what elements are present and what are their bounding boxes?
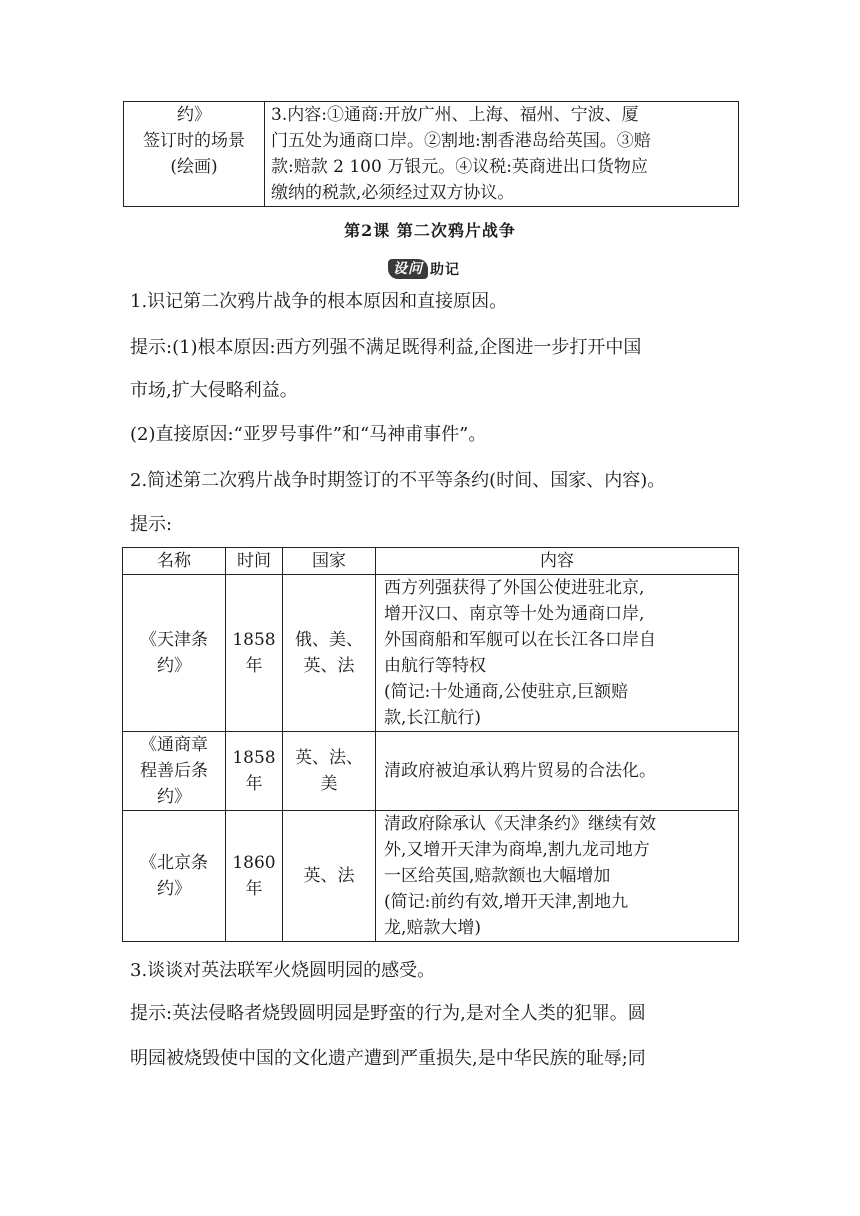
question-1-hint-cont: 市场,扩大侵略利益。	[130, 380, 298, 401]
treaty-time-cell	[226, 732, 283, 811]
table-row	[123, 811, 739, 942]
cell-line: 门五处为通商口岸。②割地:割香港岛给英国。③赔	[271, 131, 651, 151]
cell-line: 年	[245, 656, 263, 676]
treaty-content-cell	[376, 575, 739, 732]
cell-line: 《天津条	[140, 630, 208, 650]
question-2: 2.简述第二次鸦片战争时期签订的不平等条约(时间、国家、内容)。	[130, 470, 666, 491]
treaty-time-cell	[226, 811, 283, 942]
cell-line: 缴纳的税款,必须经过双方协议。	[271, 183, 515, 203]
unequal-treaties-table	[122, 547, 739, 942]
table-cell-content	[265, 102, 739, 207]
question-3-hint: 提示:英法侵略者烧毁圆明园是野蛮的行为,是对全人类的犯罪。圆	[130, 1003, 646, 1024]
treaty-country-cell	[283, 575, 376, 732]
cell-line: 西方列强获得了外国公使进驻北京,	[384, 578, 645, 598]
cell-line: 签订时的场景	[143, 131, 245, 151]
section-badge	[388, 258, 460, 280]
cell-line: (简记:前约有效,增开天津,割地九	[384, 892, 629, 912]
cell-line: 约》	[157, 787, 191, 807]
lesson-title: 第2课 第二次鸦片战争	[344, 221, 516, 240]
cell-line: 一区给英国,赔款额也大幅增加	[384, 866, 611, 886]
table-row	[123, 575, 739, 732]
cell-line: 约》	[177, 105, 211, 125]
treaty-name-cell	[123, 811, 226, 942]
cell-line: 英、法、	[295, 748, 363, 768]
cell-line: (绘画)	[170, 157, 218, 177]
treaty-content-cell	[376, 732, 739, 811]
cell-line: 龙,赔款大增)	[384, 918, 482, 938]
treaty-summary-table-continued	[123, 101, 739, 207]
column-header-content: 内容	[376, 548, 739, 575]
question-1-hint: 提示:(1)根本原因:西方列强不满足既得利益,企图进一步打开中国	[130, 337, 642, 358]
treaty-name-cell	[123, 732, 226, 811]
cell-line: 年	[245, 879, 263, 899]
treaty-content-cell	[376, 811, 739, 942]
cell-line: 年	[245, 774, 263, 794]
cell-line: 增开汉口、南京等十处为通商口岸,	[384, 604, 645, 624]
cell-line: 1858	[232, 630, 276, 650]
cell-line: 约》	[157, 656, 191, 676]
cell-line: 款,长江航行)	[384, 708, 482, 728]
cell-line: 3.内容:①通商:开放广州、上海、福州、宁波、厦	[271, 105, 639, 125]
cell-line: 美	[320, 774, 338, 794]
cell-line: 外国商船和军舰可以在长江各口岸自	[384, 630, 656, 650]
cell-line: 英、法	[303, 656, 355, 676]
question-1-hint-direct: (2)直接原因:“亚罗号事件”和“马神甫事件”。	[130, 424, 487, 445]
cell-line: (简记:十处通商,公使驻京,巨额赔	[384, 682, 629, 702]
cell-line: 程善后条	[140, 761, 208, 781]
cell-line: 清政府被迫承认鸦片贸易的合法化。	[384, 761, 656, 781]
cell-line: 清政府除承认《天津条约》继续有效	[384, 814, 656, 834]
table-row	[123, 732, 739, 811]
question-3: 3.谈谈对英法联军火烧圆明园的感受。	[130, 960, 436, 981]
column-header-time: 时间	[226, 548, 283, 575]
section-badge-label: 助记	[430, 262, 460, 278]
cell-line: 《通商章	[140, 735, 208, 755]
cell-line: 由航行等特权	[384, 656, 486, 676]
section-badge-boxed-label: 设问	[388, 259, 428, 279]
treaty-time-cell	[226, 575, 283, 732]
table-row	[124, 102, 739, 207]
question-3-hint-cont: 明园被烧毁使中国的文化遗产遭到严重损失,是中华民族的耻辱;同	[130, 1048, 646, 1069]
question-1: 1.识记第二次鸦片战争的根本原因和直接原因。	[130, 291, 508, 312]
table-header-row	[123, 548, 739, 575]
treaty-country-cell	[283, 732, 376, 811]
cell-line: 1858	[232, 748, 276, 768]
cell-line: 《北京条	[140, 853, 208, 873]
column-header-country: 国家	[283, 548, 376, 575]
cell-line: 款:赔款 2 100 万银元。④议税:英商进出口货物应	[271, 157, 648, 177]
cell-line: 1860	[232, 853, 276, 873]
cell-line: 俄、美、	[295, 630, 363, 650]
treaty-name-cell	[123, 575, 226, 732]
cell-line: 外,又增开天津为商埠,割九龙司地方	[384, 840, 650, 860]
column-header-name: 名称	[123, 548, 226, 575]
treaty-country-cell	[283, 811, 376, 942]
cell-line: 英、法	[303, 866, 355, 886]
table-cell-topic	[124, 102, 265, 207]
question-2-hint: 提示:	[130, 514, 173, 535]
cell-line: 约》	[157, 879, 191, 899]
